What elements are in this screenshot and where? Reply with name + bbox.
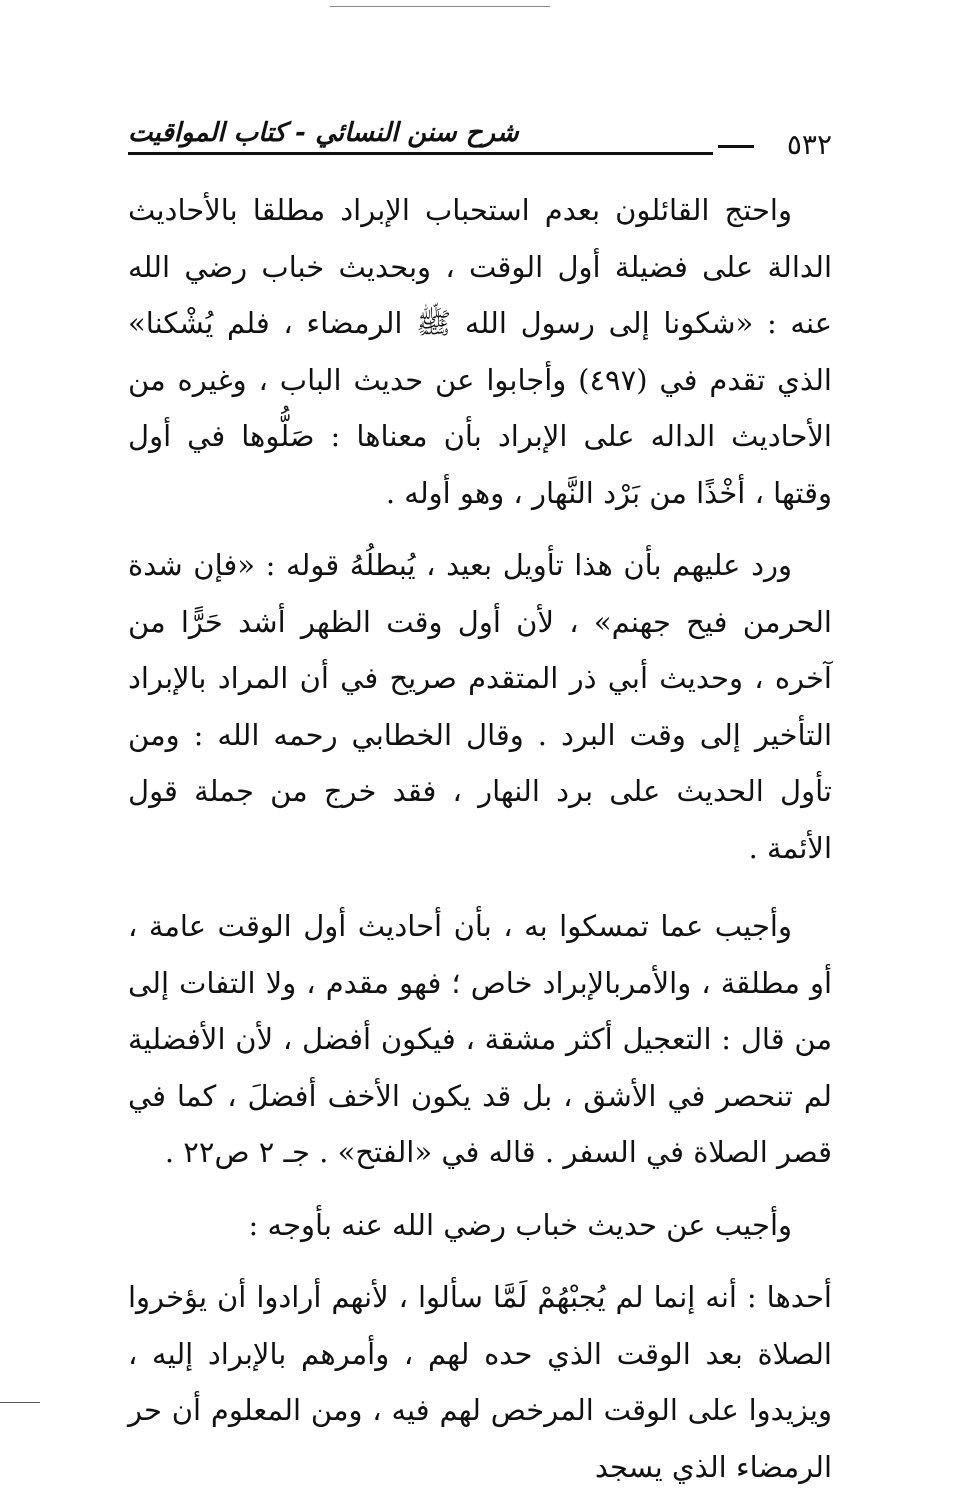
paragraph-4: وأجيب عن حديث خباب رضي الله عنه بأوجه : [248, 1207, 792, 1242]
paragraph-2: ورد عليهم بأن هذا تأويل بعيد ، يُبطلُهُ قوله : «فإن شدة الحرمن فيح جهنم» ، لأن أول وقت الظهر أشد حَرًّا من آخره ، وحديث أبي ذر المتقدم صريح في أن المراد بالإبراد التأخير إلى وقت البرد . وقال الخطابي رحمه الله : ومن تأول الحديث على برد النهار ، فقد خرج من جملة قول الأئمة . [128, 548, 832, 865]
paragraph-5: أحدها : أنه إنما لم يُجبْهُمْ لَمَّا سألوا ، لأنهم أرادوا أن يؤخروا الصلاة بعد الوقت الذي حده لهم ، وأمرهم بالإبراد إليه ، ويزيدوا على الوقت المرخص لهم فيه ، ومن المعلوم أن حر الرمضاء الذي يسجد [128, 1280, 832, 1484]
page-number-dash [718, 145, 754, 148]
scan-edge-mark-bottom [0, 1402, 40, 1403]
body-text [128, 182, 832, 1495]
running-head-title: شرح سنن النسائي - كتاب المواقيت [128, 118, 519, 148]
paragraph-1: واحتج القائلون بعدم استحباب الإبراد مطلقا بالأحاديث الدالة على فضيلة أول الوقت ، وبحديث خباب رضي الله عنه : «شكونا إلى رسول الله ﷺ الرمضاء ، فلم يُشْكنا» الذي تقدم في (٤٩٧) وأجابوا عن حديث الباب ، وغيره من الأحاديث الداله على الإبراد بأن معناها : صَلُّوها في أول وقتها ، أخْذًا من بَرْد النَّهار ، وهو أوله . [128, 193, 832, 510]
paragraph-3: وأجيب عما تمسكوا به ، بأن أحاديث أول الوقت عامة ، أو مطلقة ، والأمربالإبراد خاص ؛ فهو مقدم ، ولا التفات إلى من قال : التعجيل أكثر مشقة ، فيكون أفضل ، لأن الأفضلية لم تنحصر في الأشق ، بل قد يكون الأخف أفضلَ ، كما في قصر الصلاة في السفر . قاله في «الفتح» . جـ ٢ ص٢٢ . [128, 909, 832, 1169]
header-rule [128, 152, 713, 155]
page-number: ٥٣٢ [786, 128, 832, 161]
running-head [128, 118, 832, 162]
